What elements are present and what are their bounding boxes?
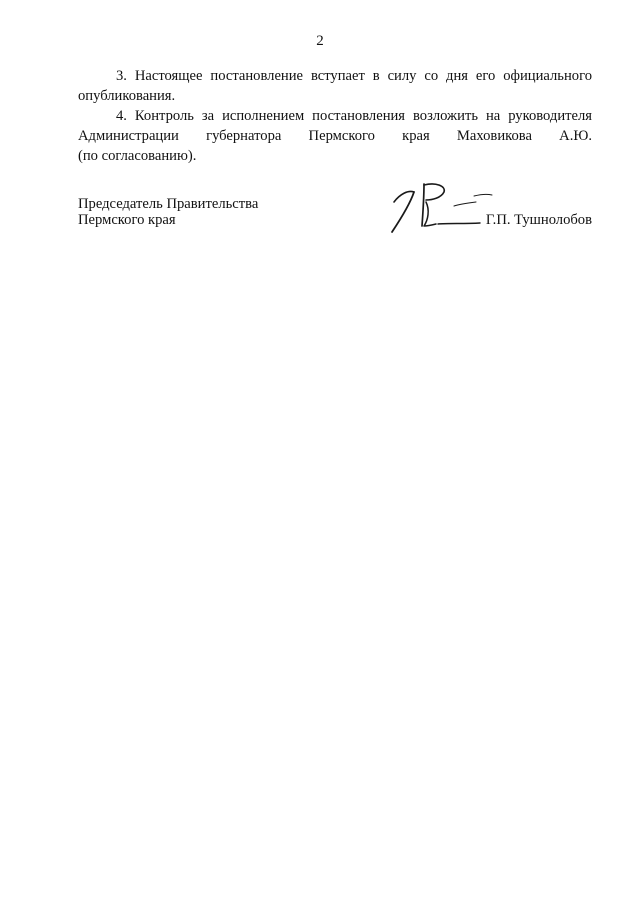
paragraph-4-line-2: Администрации губернатора Пермского края Маховикова А.Ю. xyxy=(78,128,592,144)
handwritten-signature xyxy=(388,180,496,236)
paragraph-3: 3. Настоящее постановление вступает в силу со дня его официального опубликования. xyxy=(78,68,592,104)
page-number: 2 xyxy=(316,33,324,49)
document-body xyxy=(78,66,592,166)
signer-position-line-1: Председатель Правительства xyxy=(78,196,259,212)
signer-position xyxy=(78,196,258,228)
signer-position-line-2: Пермского края xyxy=(78,212,176,228)
signatory-name: Г.П. Тушнолобов xyxy=(485,212,592,228)
paragraph-4-line-1: 4. Контроль за исполнением постановления возложить на руководителя xyxy=(116,108,592,124)
paragraph-4-line-3: (по согласованию). xyxy=(78,148,197,164)
paragraph-4 xyxy=(78,106,592,166)
